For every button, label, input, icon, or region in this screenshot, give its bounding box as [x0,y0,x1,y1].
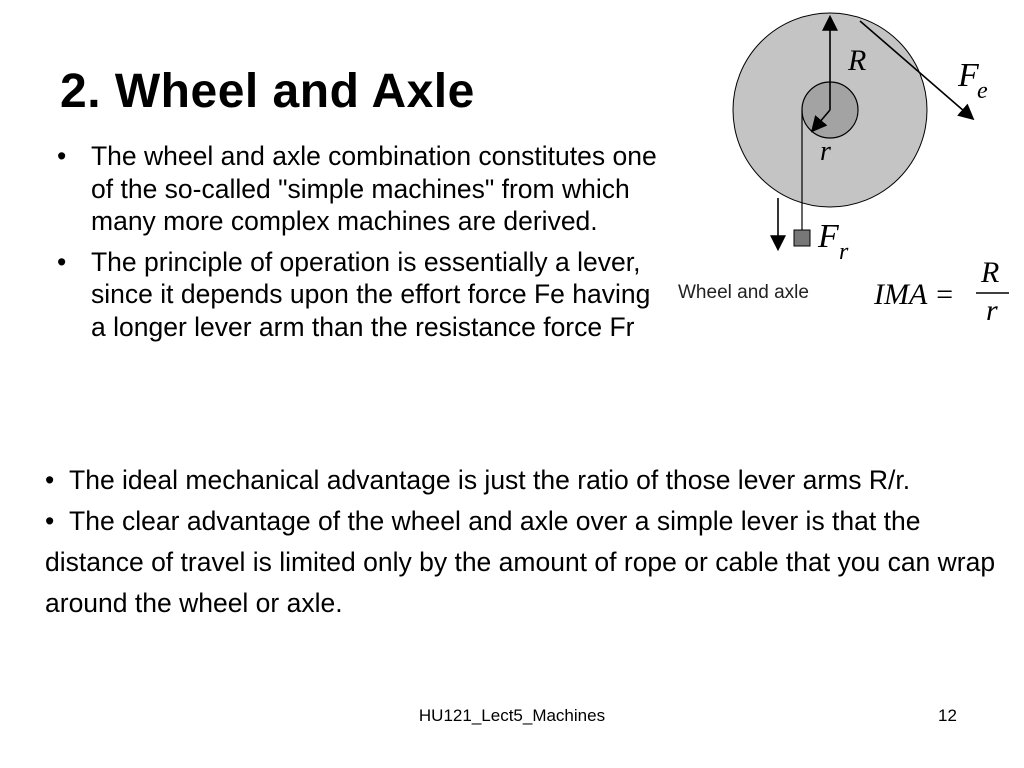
top-bullet-list [55,140,665,351]
label-R: R [848,44,867,77]
label-r: r [820,136,831,167]
bottom-text-block [45,460,1020,624]
bullet-item-2: • The principle of operation is essentially a lever, since it depends upon the effort force Fe having a longer lever arm than the resistance force Fr [55,246,665,344]
slide-title: 2. Wheel and Axle [60,65,475,118]
footer-deck-name: HU121_Lect5_Machines [418,706,606,725]
ima-formula [873,256,1009,327]
label-Fe-sub: e [977,78,988,104]
bullet-item-1: • The wheel and axle combination constitutes one of the so-called "simple machines" from which many more complex machines are derived. [55,140,665,238]
label-Fr-main: F [818,218,839,255]
footer-page-number: 12 [938,706,957,725]
wheel-axle-diagram [670,12,1015,332]
label-Fe [957,57,988,104]
formula-numerator: R [981,256,1000,289]
bullet-paragraph-advantage: • The clear advantage of the wheel and axle over a simple lever is that the distance of travel is limited only by the amount of rope or cable that you can wrap around the wheel or axle. [45,501,1020,624]
label-Fe-main: F [958,57,979,94]
label-Fr [817,218,849,265]
diagram-caption: Wheel and axle [678,282,809,303]
formula-lhs: IMA = [874,278,955,311]
bullet-paragraph-ima: • The ideal mechanical advantage is just the ratio of those lever arms R/r. [45,460,1020,501]
label-Fr-sub: r [839,239,849,265]
formula-denominator: r [986,294,998,327]
resistance-weight [794,230,810,246]
